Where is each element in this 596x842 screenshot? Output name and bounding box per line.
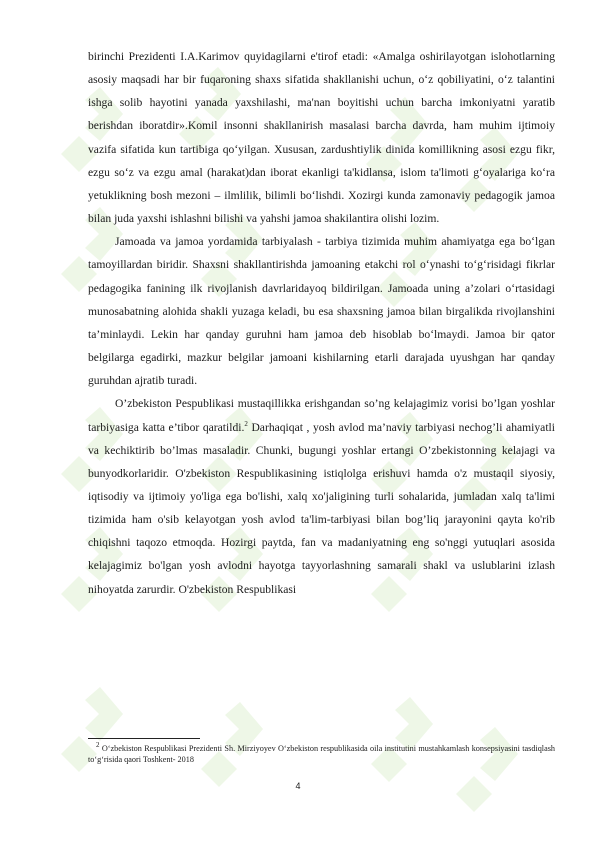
- paragraph-text: O’zbekiston Pespublikasi mustaqillikka erishgandan so’ng kelajagimiz vorisi bo’lgan yoshlar tarbiyasiga katta e’tibor qaratildi.: [88, 397, 555, 434]
- body-text: [88, 45, 555, 601]
- page-number: 4: [295, 781, 301, 791]
- paragraph: Jamoada va jamoa yordamida tarbiyalash - tarbiya tizimida muhim ahamiyatga ega bo‘lgan tamoyillardan biridir. Shaxsni shakllantirishda jamoaning etakchi rol o‘ynashi to‘g‘risidagi fikrlar pedagogika fanining ilk rivojlanish davrlaridayoq bildirilgan. Jamoada uning a’zolari o‘rtasidagi munosabatning alohida shakli yuzaga keladi, bu esa shaxsning jamoa bilan birgalikda rivojlanshini ta’minlaydi. Lekin har qanday guruhni ham jamoa deb hisoblab bo‘lmaydi. Jamoa bir qator belgilarga egadirki, mazkur belgilar jamoani kishilarning etarli darajada uyushgan har qanday guruhdan ajratib turadi.: [88, 235, 555, 388]
- footnote-separator: [88, 738, 200, 739]
- paragraph: birinchi Prezidenti I.A.Karimov quyidagilarni e'tirof etadi: «Amalga oshirilayotgan islohotlarning asosiy maqsadi har bir fuqaroning shaxs sifatida shakllanishi uchun, o‘z qobiliyatini, o‘z talantini ishga solib hayotini yanada yaxshilashi, ma'nan boyitishi uchun barcha imkoniyatni yaratib berishdan iboratdir».Komil insonni shakllanirish masalasi barcha davrda, ham muhim ijtimoiy vazifa sifatida kun tartibiga qo‘yilgan. Xususan, zardushtiylik dinida komillikning asosi ezgu fikr, ezgu so‘z va ezgu amal (harakat)dan iborat ekanligi ta'kidlansa, islom ta'limoti g‘oyalariga ko‘ra yetuklikning bosh mezoni – ilmlilik, bilimli bo‘lishdi. Xozirgi kunda zamonaviy pedagogik jamoa bilan juda yaxshi ishlashni bilishi va yahshi jamoa shakilantira olishi lozim.: [88, 50, 555, 226]
- paragraph-text: Darhaqiqat , yosh avlod ma’naviy tarbiyasi nechog’li ahamiyatli va kechiktirib bo’lmas masaladir. Chunki, bugungi yoshlar ertangi O’zbekistonning kelajagi va bunyodkorlaridir. O'zbekiston Respublikasining istiqlolga erishuvi hamda o'z mustaqil siyosiy, iqtisodiy va ijtimoiy yo'liga ega bo'lishi, xalq xo'jaligining turli sohalarida, jumladan xalq ta'limi tizimida ham o'sib kelayotgan yosh avlod ta'lim-tarbiyasi bilan bog’liq jarayonini qayta ko'rib chiqishni taqozo etmoqda. Hozirgi paytda, fan va madaniyatning eng so'nggi yutuqlari asosida kelajagimiz bo'lgan yosh avlodni hayotga tayyorlashning samarali shakl va uslublarini izlash nihoyatda zarurdir. O'zbekiston Respublikasi: [88, 420, 555, 596]
- paragraph: [88, 392, 555, 600]
- footnote-number: 2: [96, 741, 100, 750]
- footnote-text: O‘zbekiston Respublikasi Prezidenti Sh. Mirziyoyev O‘zbekiston respublikasida oila institutini mustahkamlash konsepsiyasini tasdiqlash to‘g‘risida qaori Toshkent- 2018: [88, 744, 555, 764]
- footnote-reference[interactable]: 2: [244, 419, 248, 428]
- footnote: [88, 743, 555, 765]
